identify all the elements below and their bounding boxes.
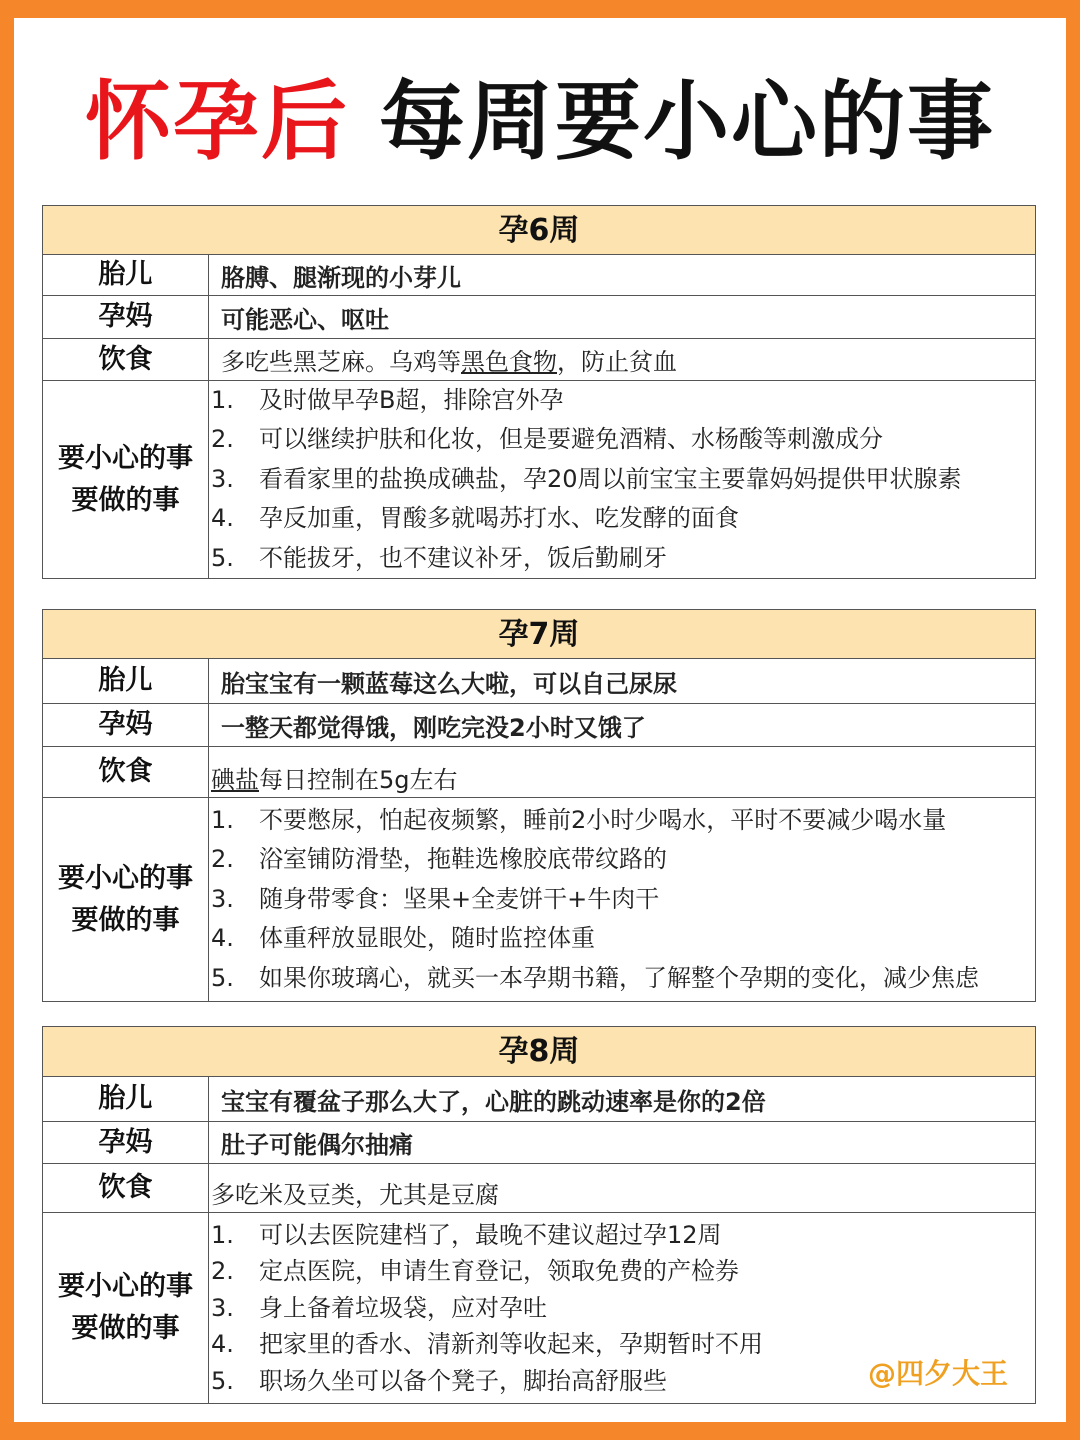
diet-label: 饮食 (43, 1164, 209, 1212)
list-item: 3. 看看家里的盐换成碘盐，孕20周以前宝宝主要靠妈妈提供甲状腺素 (211, 464, 962, 493)
fetus-row (43, 255, 1035, 296)
mother-label: 孕妈 (43, 704, 209, 746)
diet-underlined-text: 碘盐 (211, 766, 259, 794)
mother-value: 肚子可能偶尔抽痛 (221, 1131, 413, 1159)
week-8-table (42, 1026, 1036, 1404)
diet-label: 饮食 (43, 747, 209, 797)
mother-row (43, 1122, 1035, 1164)
todo-label: 要小心的事 要做的事 (43, 1213, 209, 1403)
fetus-value: 胎宝宝有一颗蓝莓这么大啦，可以自己尿尿 (221, 669, 677, 698)
diet-row (43, 339, 1035, 381)
page (14, 18, 1066, 1422)
mother-row (43, 296, 1035, 339)
todo-label: 要小心的事 要做的事 (43, 381, 209, 578)
week-7-table (42, 609, 1036, 1002)
mother-value: 一整天都觉得饿，刚吃完没2小时又饿了 (221, 713, 646, 742)
list-item: 4. 把家里的香水、清新剂等收起来，孕期暂时不用 (211, 1330, 763, 1359)
list-item: 3. 随身带零食：坚果+全麦饼干+牛肉干 (211, 884, 660, 913)
list-item: 3. 身上备着垃圾袋，应对孕吐 (211, 1293, 547, 1322)
list-item: 2. 定点医院，申请生育登记，领取免费的产检券 (211, 1257, 739, 1286)
list-item: 2. 可以继续护肤和化妆，但是要避免酒精、水杨酸等刺激成分 (211, 425, 883, 454)
page-title (14, 72, 1066, 172)
diet-underlined-text: 黑色食物 (461, 348, 557, 376)
fetus-value: 胳膊、腿渐现的小芽儿 (221, 263, 461, 292)
fetus-label: 胎儿 (43, 659, 209, 703)
diet-row (43, 747, 1035, 798)
mother-label: 孕妈 (43, 1122, 209, 1163)
title-highlight: 怀孕后 (85, 72, 349, 172)
list-item: 4. 孕反加重，胃酸多就喝苏打水、吃发酵的面食 (211, 504, 739, 533)
fetus-value: 宝宝有覆盆子那么大了，心脏的跳动速率是你的2倍 (221, 1087, 766, 1116)
mother-value: 可能恶心、呕吐 (221, 305, 389, 334)
todo-list (209, 798, 1035, 1001)
list-item: 4. 体重秤放显眼处，随时监控体重 (211, 924, 595, 953)
diet-value: 多吃米及豆类，尤其是豆腐 (211, 1181, 499, 1209)
fetus-row (43, 659, 1035, 704)
diet-label: 饮食 (43, 339, 209, 380)
diet-text: 每日控制在5g左右 (259, 766, 458, 794)
watermark: @四夕大王 (867, 1357, 1008, 1390)
week-heading: 孕6周 (43, 206, 1035, 255)
diet-value (209, 339, 1035, 380)
list-item: 1. 不要憋尿，怕起夜频繁，睡前2小时少喝水，平时不要减少喝水量 (211, 805, 947, 834)
week-heading: 孕7周 (43, 610, 1035, 659)
todo-row (43, 381, 1035, 578)
todo-row (43, 798, 1035, 1001)
list-item: 5. 如果你玻璃心，就买一本孕期书籍，了解整个孕期的变化，减少焦虑 (211, 963, 979, 992)
title-main: 每周要小心的事 (379, 72, 995, 172)
diet-text-end: ，防止贫血 (557, 348, 677, 376)
week-heading: 孕8周 (43, 1027, 1035, 1077)
mother-label: 孕妈 (43, 296, 209, 338)
list-item: 5. 不能拔牙，也不建议补牙，饭后勤刷牙 (211, 543, 667, 572)
list-item: 1. 及时做早孕B超，排除宫外孕 (211, 385, 564, 414)
list-item: 5. 职场久坐可以备个凳子，脚抬高舒服些 (211, 1366, 667, 1395)
diet-row (43, 1164, 1035, 1213)
todo-list (209, 381, 1035, 578)
list-item: 1. 可以去医院建档了，最晚不建议超过孕12周 (211, 1220, 722, 1249)
fetus-label: 胎儿 (43, 255, 209, 295)
list-item: 2. 浴室铺防滑垫，拖鞋选橡胶底带纹路的 (211, 845, 667, 874)
mother-row (43, 704, 1035, 747)
week-6-table (42, 205, 1036, 579)
fetus-row (43, 1077, 1035, 1122)
todo-label: 要小心的事 要做的事 (43, 798, 209, 1001)
diet-value (209, 747, 1035, 797)
fetus-label: 胎儿 (43, 1077, 209, 1121)
diet-text: 多吃些黑芝麻。乌鸡等 (221, 348, 461, 376)
